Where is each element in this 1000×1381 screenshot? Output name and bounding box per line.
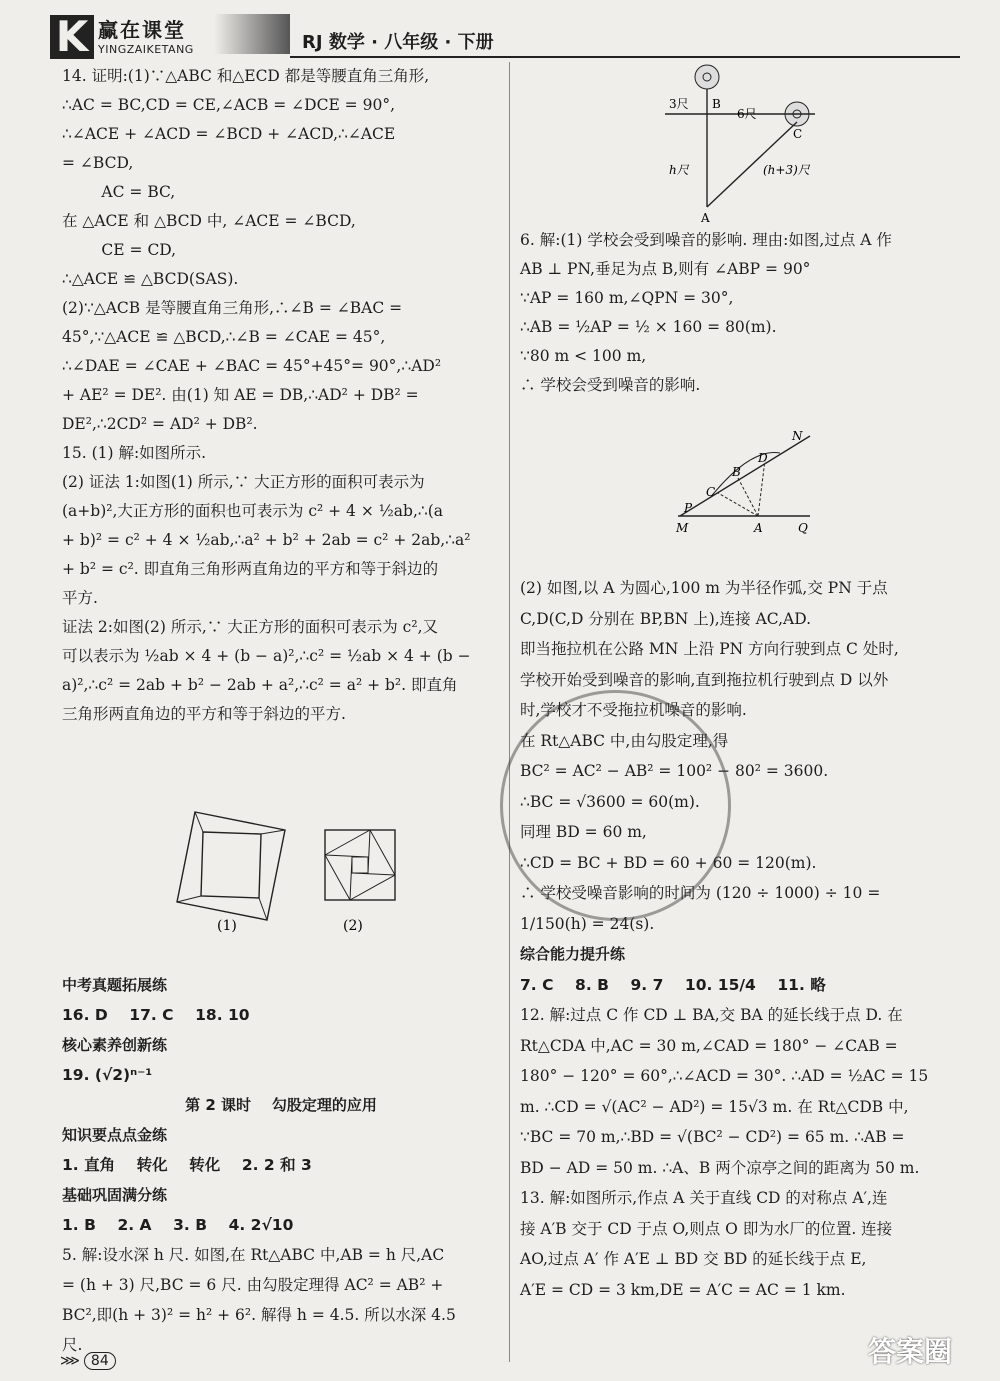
left-lower-column xyxy=(62,970,500,1360)
text-line: ∴BC = √3600 = 60(m). xyxy=(520,792,700,811)
text-line: BC² = AC² − AB² = 100² − 80² = 3600. xyxy=(520,762,829,780)
text-line: C,D(C,D 分别在 BP,BN 上),连接 AC,AD. xyxy=(520,609,812,628)
section-heading: 知识要点点金练 xyxy=(62,1126,168,1144)
label-a: A xyxy=(701,211,710,225)
text-line: DE²,∴2CD² = AD² + DB². xyxy=(62,415,258,433)
text-line: 15. (1) 解:如图所示. xyxy=(62,444,207,462)
text-line: Rt△CDA 中,AC = 30 m,∠CAD = 180° − ∠CAB = xyxy=(520,1036,898,1055)
header-rule xyxy=(290,56,960,58)
answer-line: 7. C 8. B 9. 7 10. 15/4 11. 略 xyxy=(520,975,826,994)
figure-2 xyxy=(325,830,395,934)
text-line: 学校开始受到噪音的影响,直到拖拉机行驶到点 D 以外 xyxy=(520,670,889,689)
section-heading: 中考真题拓展练 xyxy=(62,976,168,994)
label-b: B xyxy=(712,97,721,111)
text-line: 45°,∵△ACE ≌ △BCD,∴∠B = ∠CAE = 45°, xyxy=(62,328,386,346)
text-line: (a+b)²,大正方形的面积也可表示为 c² + 4 × ½ab,∴(a xyxy=(62,502,444,520)
label-a2: A xyxy=(754,521,763,535)
text-line: (2) 如图,以 A 为圆心,100 m 为半径作弧,交 PN 于点 xyxy=(520,579,888,597)
text-line: 可以表示为 ½ab × 4 + (b − a)²,∴c² = ½ab × 4 + (b − xyxy=(62,647,471,665)
reed-figure xyxy=(655,62,835,227)
text-line: CE = CD, xyxy=(62,241,177,259)
text-line: a)²,∴c² = 2ab + b² − 2ab + a²,∴c² = a² + b². 即直角 xyxy=(62,676,458,694)
fig1-label: (1) xyxy=(217,918,237,934)
label-q: Q xyxy=(798,521,808,535)
pythagoras-figures xyxy=(165,800,475,960)
section-heading: 基础巩固满分练 xyxy=(62,1186,168,1204)
section-heading: 综合能力提升练 xyxy=(520,945,626,963)
text-line: ∴∠ACE + ∠ACD = ∠BCD + ∠ACD,∴∠ACE xyxy=(62,125,396,143)
label-c2: C xyxy=(706,485,716,499)
label-hchi: h尺 xyxy=(669,163,689,177)
text-line: ∴CD = BC + BD = 60 + 60 = 120(m). xyxy=(520,853,817,872)
page-number xyxy=(60,1352,116,1370)
text-line: 尺. xyxy=(62,1336,83,1354)
lesson-title: 第 2 课时 勾股定理的应用 xyxy=(185,1096,377,1114)
answer-line: 1. 直角 转化 转化 2. 2 和 3 xyxy=(62,1156,312,1174)
label-n: N xyxy=(792,429,803,443)
series-title: RJ 数学 · 八年级 · 下册 xyxy=(302,32,494,53)
text-line: 接 A′B 交于 CD 于点 O,则点 O 即为水厂的位置. 连接 xyxy=(520,1219,893,1238)
text-line: ∵AP = 160 m,∠QPN = 30°, xyxy=(520,289,734,307)
label-m: M xyxy=(676,521,689,535)
text-line: 时,学校才不受拖拉机噪音的影响. xyxy=(520,701,747,719)
text-line: 证法 2:如图(2) 所示,∵ 大正方形的面积可表示为 c²,又 xyxy=(62,618,438,636)
text-line: (2) 证法 1:如图(1) 所示,∵ 大正方形的面积可表示为 xyxy=(62,473,425,491)
watermark-logo: 答案圈 xyxy=(868,1335,953,1368)
arrow-icon: ⋙ xyxy=(60,1353,80,1369)
fig2-label: (2) xyxy=(343,918,363,934)
label-h3chi: (h+3)尺 xyxy=(763,163,810,177)
text-line: 5. 解:设水深 h 尺. 如图,在 Rt△ABC 中,AB = h 尺,AC xyxy=(62,1246,445,1264)
text-line: 即当拖拉机在公路 MN 上沿 PN 方向行驶到点 C 处时, xyxy=(520,640,899,658)
right-column xyxy=(520,226,960,400)
text-line: BD − AD = 50 m. ∴A、B 两个凉亭之间的距离为 50 m. xyxy=(520,1158,920,1177)
section-heading: 核心素养创新练 xyxy=(62,1036,168,1054)
text-line: = ∠BCD, xyxy=(62,154,134,172)
text-line: 13. 解:如图所示,作点 A 关于直线 CD 的对称点 A′,连 xyxy=(520,1189,888,1207)
answer-line: 1. B 2. A 3. B 4. 2√10 xyxy=(62,1216,294,1234)
text-line: + b² = c². 即直角三角形两直角边的平方和等于斜边的 xyxy=(62,560,439,578)
text-line: ∴△ACE ≌ △BCD(SAS). xyxy=(62,270,239,288)
text-line: ∴∠DAE = ∠CAE + ∠BAC = 45°+45°= 90°,∴AD² xyxy=(62,357,442,375)
left-column xyxy=(62,62,500,729)
column-separator xyxy=(509,62,510,1362)
text-line: 6. 解:(1) 学校会受到噪音的影响. 理由:如图,过点 A 作 xyxy=(520,231,892,249)
text-line: ∴AC = BC,CD = CE,∠ACB = ∠DCE = 90°, xyxy=(62,96,396,114)
label-b2: B xyxy=(732,465,741,479)
text-line: AB ⊥ PN,垂足为点 B,则有 ∠ABP = 90° xyxy=(520,260,811,278)
header-gradient xyxy=(214,14,290,54)
text-line: 三角形两直角边的平方和等于斜边的平方. xyxy=(62,705,346,723)
text-line: = (h + 3) 尺,BC = 6 尺. 由勾股定理得 AC² = AB² + xyxy=(62,1276,444,1294)
text-line: + b)² = c² + 4 × ½ab,∴a² + b² + 2ab = c² + 2ab,∴a² xyxy=(62,531,471,549)
text-line: 180° − 120° = 60°,∴∠ACD = 30°. ∴AD = ½AC = 15 xyxy=(520,1067,929,1085)
page-number-value: 84 xyxy=(84,1352,116,1370)
label-c: C xyxy=(793,127,803,141)
answer-line: 16. D 17. C 18. 10 xyxy=(62,1006,250,1024)
text-line: + AE² = DE². 由(1) 知 AE = DB,∴AD² + DB² = xyxy=(62,386,419,404)
logo-letter: K xyxy=(50,15,94,59)
label-p: P xyxy=(684,501,693,515)
answer-line: 19. (√2)ⁿ⁻¹ xyxy=(62,1066,153,1084)
text-line: (2)∵△ACB 是等腰直角三角形,∴∠B = ∠BAC = xyxy=(62,299,403,317)
brand-subtitle: YINGZAIKETANG xyxy=(98,43,194,56)
text-line: AO,过点 A′ 作 A′E ⊥ BD 交 BD 的延长线于点 E, xyxy=(520,1250,867,1268)
text-line: m. ∴CD = √(AC² − AD²) = 15√3 m. 在 Rt△CDB 中, xyxy=(520,1097,909,1116)
text-line: 同理 BD = 60 m, xyxy=(520,823,647,841)
text-line: 平方. xyxy=(62,589,98,607)
text-line: BC²,即(h + 3)² = h² + 6². 解得 h = 4.5. 所以水深 4.5 xyxy=(62,1306,456,1324)
text-line: ∴AB = ½AP = ½ × 160 = 80(m). xyxy=(520,318,777,336)
label-d: D xyxy=(758,451,768,465)
figure-1 xyxy=(177,812,285,934)
label-3chi: 3尺 xyxy=(669,97,689,111)
page-header xyxy=(0,0,1000,60)
text-line: ∴ 学校会受到噪音的影响. xyxy=(520,376,701,394)
text-line: 在 △ACE 和 △BCD 中, ∠ACE = ∠BCD, xyxy=(62,212,356,230)
brand xyxy=(98,14,194,56)
text-line: ∵BC = 70 m,∴BD = √(BC² − CD²) = 65 m. ∴AB = xyxy=(520,1128,905,1146)
road-figure xyxy=(670,428,830,543)
text-line: A′E = CD = 3 km,DE = A′C = AC = 1 km. xyxy=(520,1280,846,1299)
text-line: 12. 解:过点 C 作 CD ⊥ BA,交 BA 的延长线于点 D. 在 xyxy=(520,1006,903,1024)
text-line: 14. 证明:(1)∵△ABC 和△ECD 都是等腰直角三角形, xyxy=(62,67,430,85)
text-line: ∴ 学校受噪音影响的时间为 (120 ÷ 1000) ÷ 10 = xyxy=(520,884,881,902)
text-line: 1/150(h) = 24(s). xyxy=(520,914,655,933)
right-lower-column xyxy=(520,573,960,1305)
watermark-stamp xyxy=(500,690,731,921)
label-6chi: 6尺 xyxy=(737,107,757,121)
text-line: AC = BC, xyxy=(62,183,176,201)
text-line: 在 Rt△ABC 中,由勾股定理,得 xyxy=(520,731,729,750)
brand-title: 赢在课堂 xyxy=(98,18,186,42)
text-line: ∵80 m < 100 m, xyxy=(520,347,647,365)
